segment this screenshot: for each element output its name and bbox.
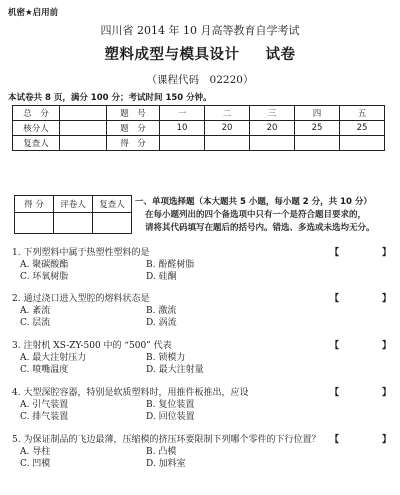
question-stem-row [12, 340, 392, 352]
score-cell: 20 [250, 121, 295, 136]
score-table-row [13, 121, 385, 136]
option-row [12, 305, 392, 317]
question-4 [12, 387, 392, 423]
option-d: D. 涡流 [146, 318, 177, 328]
exam-header: 四川省 2014 年 10 月高等教育自学考试 [100, 24, 300, 37]
score-table-row [13, 136, 385, 151]
score-table-row [13, 106, 385, 121]
option-b: B. 凸模 [146, 447, 177, 457]
score-cell [250, 136, 295, 151]
option-d: D. 回位装置 [146, 412, 195, 422]
score-cell: 复查人 [13, 136, 60, 151]
score-cell [205, 136, 250, 151]
score-cell [340, 136, 385, 151]
option-b: B. 酚醛树脂 [146, 260, 195, 270]
option-row [12, 317, 392, 329]
question-stem-row [12, 387, 392, 399]
question-1 [12, 247, 392, 283]
option-d: D. 加料室 [146, 459, 186, 469]
confidential-mark: 机密★启用前 [8, 8, 59, 18]
answer-bracket-open: 【 [330, 248, 340, 258]
option-a: A. 最大注射压力 [20, 353, 87, 363]
grader-header-cell: 评卷人 [54, 196, 93, 213]
option-a: A. 导柱 [20, 447, 51, 457]
score-cell: 二 [205, 106, 250, 121]
question-stem: 4. 大型深腔容器，特别是软质塑料时，用推件板推出，应设 [12, 388, 249, 398]
score-cell: 题 分 [107, 121, 160, 136]
score-cell: 核分人 [13, 121, 60, 136]
option-d: D. 硅酮 [146, 272, 177, 282]
grader-header-cell: 得 分 [15, 196, 54, 213]
option-c: C. 排气装置 [20, 412, 69, 422]
answer-bracket-close: 】 [382, 248, 392, 258]
grader-header-cell: 复查人 [93, 196, 132, 213]
question-stem: 5. 为保证制品的飞边最薄，压缩模的挤压环要限制下列哪个零件的下行位置？ [12, 435, 321, 445]
section-instruction: 在每小题列出的四个备选项中只有一个是符合题目要求的， [145, 210, 367, 220]
grader-blank-cell[interactable] [93, 213, 132, 234]
grader-table-header [15, 196, 132, 213]
option-row [12, 411, 392, 423]
option-a: A. 紊流 [20, 306, 51, 316]
score-cell: 四 [295, 106, 340, 121]
score-cell: 25 [340, 121, 385, 136]
subject-title: 塑料成型与模具设计 [104, 47, 240, 63]
question-2 [12, 293, 392, 329]
answer-bracket-open: 【 [330, 294, 340, 304]
option-row [12, 458, 392, 470]
exam-title [0, 43, 400, 64]
section-heading: 一、单项选择题（本大题共 5 小题，每小题 2 分，共 10 分） [135, 197, 372, 207]
option-row [12, 446, 392, 458]
score-cell: 25 [295, 121, 340, 136]
score-cell: 题 号 [107, 106, 160, 121]
score-cell: 三 [250, 106, 295, 121]
section-one [135, 196, 375, 235]
option-b: B. 激流 [146, 306, 177, 316]
option-row [12, 364, 392, 376]
grader-blank-cell[interactable] [15, 213, 54, 234]
score-cell [60, 106, 107, 121]
answer-bracket-open: 【 [330, 388, 340, 398]
option-a: A. 引气装置 [20, 400, 69, 410]
answer-bracket-close: 】 [382, 388, 392, 398]
question-stem-row [12, 293, 392, 305]
option-a: A. 聚碳酸酯 [20, 260, 69, 270]
score-table [12, 105, 385, 151]
question-5 [12, 434, 392, 470]
section-instruction: 请将其代码填写在题后的括号内。错选、多选或未选均无分。 [145, 223, 375, 233]
option-b: B. 锁模力 [146, 353, 186, 363]
course-code: （课程代码 02220） [146, 74, 254, 86]
option-c: C. 凹模 [20, 459, 51, 469]
option-c: C. 层流 [20, 318, 51, 328]
score-cell: 得 分 [107, 136, 160, 151]
score-cell: 10 [160, 121, 205, 136]
paper-note: 本试卷共 8 页，满分 100 分；考试时间 150 分钟。 [8, 93, 212, 103]
grader-table-blank-row [15, 213, 132, 234]
score-cell [160, 136, 205, 151]
score-cell: 20 [205, 121, 250, 136]
score-cell: 一 [160, 106, 205, 121]
question-stem: 2. 通过浇口进入型腔的熔料状态是 [12, 294, 150, 304]
option-row [12, 399, 392, 411]
score-cell [60, 121, 107, 136]
question-stem: 3. 注射机 XS-ZY-500 中的 “500” 代表 [12, 341, 172, 351]
answer-bracket-close: 】 [382, 435, 392, 445]
answer-bracket-open: 【 [330, 435, 340, 445]
question-stem-row [12, 434, 392, 446]
option-d: D. 最大注射量 [146, 365, 204, 375]
question-stem: 1. 下列塑料中属于热塑性塑料的是 [12, 248, 150, 258]
option-row [12, 352, 392, 364]
answer-bracket-open: 【 [330, 341, 340, 351]
score-cell: 总 分 [13, 106, 60, 121]
option-row [12, 271, 392, 283]
option-c: C. 喷嘴温度 [20, 365, 69, 375]
score-cell [60, 136, 107, 151]
paper-label: 试卷 [265, 47, 296, 63]
option-c: C. 环氧树脂 [20, 272, 69, 282]
score-cell [295, 136, 340, 151]
grader-blank-cell[interactable] [54, 213, 93, 234]
option-b: B. 复位装置 [146, 400, 195, 410]
answer-bracket-close: 】 [382, 294, 392, 304]
answer-bracket-close: 】 [382, 341, 392, 351]
option-row [12, 259, 392, 271]
question-3 [12, 340, 392, 376]
question-stem-row [12, 247, 392, 259]
score-cell: 五 [340, 106, 385, 121]
grader-table [14, 195, 132, 234]
